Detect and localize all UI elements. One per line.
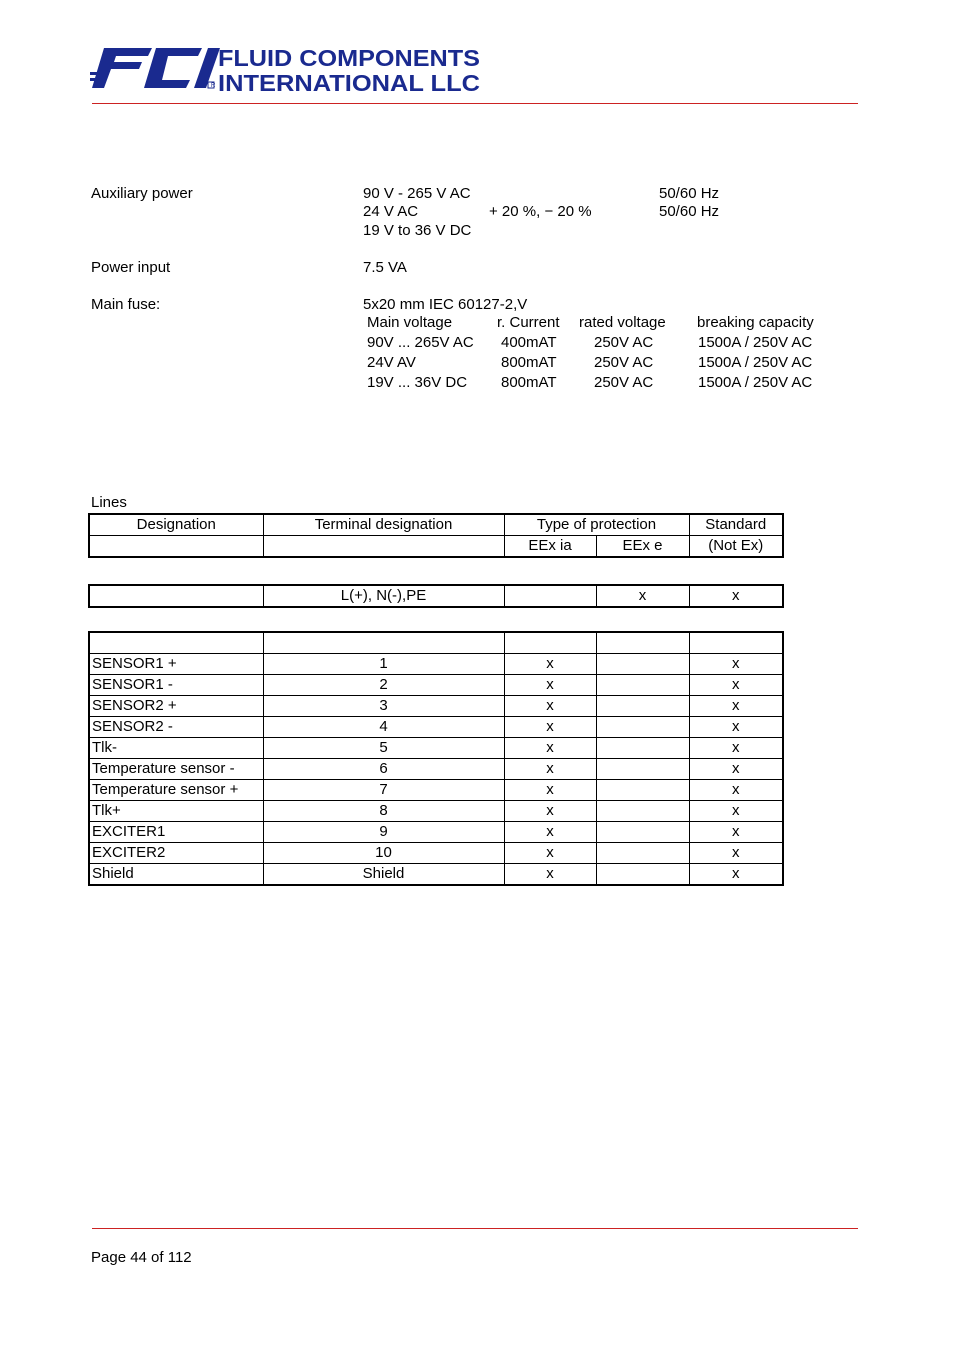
table-row [89, 780, 783, 801]
protection-cell [596, 759, 689, 780]
header-standard: Standard [689, 514, 783, 536]
header-designation: Designation [89, 514, 263, 536]
protection-cell: x [504, 759, 596, 780]
protection-cell: x [689, 717, 783, 738]
fuse-header-row [367, 313, 827, 333]
protection-cell: x [504, 654, 596, 675]
aux-power-value-3: 19 V to 36 V DC [363, 222, 472, 239]
fuse-cell: 250V AC [594, 334, 654, 351]
fuse-header-cell: breaking capacity [697, 314, 814, 331]
header-rule [92, 103, 858, 104]
terminal-cell: 3 [263, 696, 504, 717]
subheader-cell [263, 536, 504, 558]
protection-cell: x [504, 696, 596, 717]
designation-cell [89, 632, 263, 654]
table-subheader-row [89, 536, 783, 558]
power-input-value: 7.5 VA [363, 259, 407, 276]
designation-cell: Tlk- [89, 738, 263, 759]
designation-cell: SENSOR1 + [89, 654, 263, 675]
svg-text:R: R [211, 83, 216, 89]
subheader-eex-ia: EEx ia [504, 536, 596, 558]
fuse-table [367, 313, 827, 393]
protection-cell: x [504, 843, 596, 864]
main-fuse-label: Main fuse: [91, 296, 161, 313]
terminal-cell [263, 632, 504, 654]
protection-cell: x [689, 801, 783, 822]
aux-power-label: Auxiliary power [91, 185, 193, 202]
protection-cell [596, 843, 689, 864]
fuse-row [367, 333, 827, 353]
aux-power-value-2: 24 V AC [363, 203, 419, 220]
designation-cell: Temperature sensor + [89, 780, 263, 801]
table-row [89, 675, 783, 696]
protection-cell: x [689, 696, 783, 717]
designation-cell: Shield [89, 864, 263, 886]
protection-cell [596, 632, 689, 654]
terminal-cell: 4 [263, 717, 504, 738]
protection-cell: x [504, 780, 596, 801]
terminal-cell: 9 [263, 822, 504, 843]
table-cell [89, 585, 263, 607]
designation-cell: EXCITER2 [89, 843, 263, 864]
subheader-eex-e: EEx e [596, 536, 689, 558]
fci-logo [90, 44, 490, 96]
table-row [89, 864, 783, 886]
table-row [89, 717, 783, 738]
protection-cell [596, 654, 689, 675]
protection-cell: x [504, 717, 596, 738]
protection-cell: x [504, 822, 596, 843]
lines-header-table [88, 513, 784, 558]
protection-cell [596, 864, 689, 886]
main-fuse-value: 5x20 mm IEC 60127-2,V [363, 296, 528, 313]
aux-power-tolerance: + 20 %, − 20 % [489, 203, 592, 220]
table-cell: x [596, 585, 689, 607]
protection-cell: x [689, 759, 783, 780]
protection-cell: x [504, 801, 596, 822]
header-type-of-protection: Type of protection [504, 514, 689, 536]
terminal-cell: 5 [263, 738, 504, 759]
table-cell [504, 585, 596, 607]
sensor-terminal-table [88, 631, 784, 886]
aux-power-freq-2: 50/60 Hz [659, 203, 720, 220]
lines-caption: Lines [91, 494, 127, 511]
header-terminal-designation: Terminal designation [263, 514, 504, 536]
table-row [89, 843, 783, 864]
protection-cell: x [504, 864, 596, 886]
protection-cell: x [689, 675, 783, 696]
fuse-header-cell: Main voltage [367, 314, 453, 331]
terminal-cell: 1 [263, 654, 504, 675]
table-row [89, 585, 783, 607]
power-terminal-table [88, 584, 784, 608]
terminal-cell: 8 [263, 801, 504, 822]
table-row [89, 654, 783, 675]
fuse-header-cell: rated voltage [579, 314, 666, 331]
designation-cell: EXCITER1 [89, 822, 263, 843]
table-cell: L(+), N(-),PE [263, 585, 504, 607]
terminal-cell: Shield [263, 864, 504, 886]
fuse-cell: 90V ... 265V AC [367, 334, 474, 351]
protection-cell: x [689, 864, 783, 886]
fuse-cell: 19V ... 36V DC [367, 374, 468, 391]
aux-power-freq-1: 50/60 Hz [659, 185, 720, 202]
designation-cell: Temperature sensor - [89, 759, 263, 780]
protection-cell: x [504, 738, 596, 759]
footer-rule [92, 1228, 858, 1229]
fuse-cell: 400mAT [501, 334, 557, 351]
table-row [89, 822, 783, 843]
terminal-cell: 6 [263, 759, 504, 780]
protection-cell [596, 717, 689, 738]
fuse-cell: 24V AV [367, 354, 416, 371]
aux-power-value-1: 90 V - 265 V AC [363, 185, 471, 202]
table-header-row [89, 514, 783, 536]
protection-cell [689, 632, 783, 654]
protection-cell: x [689, 654, 783, 675]
designation-cell: SENSOR2 - [89, 717, 263, 738]
fuse-cell: 1500A / 250V AC [698, 374, 813, 391]
fuse-cell: 250V AC [594, 354, 654, 371]
fuse-cell: 1500A / 250V AC [698, 354, 813, 371]
protection-cell [596, 801, 689, 822]
protection-cell: x [689, 843, 783, 864]
fuse-row [367, 353, 827, 373]
table-row [89, 801, 783, 822]
fuse-row [367, 373, 827, 393]
table-row [89, 759, 783, 780]
protection-cell [596, 696, 689, 717]
fuse-cell: 250V AC [594, 374, 654, 391]
subheader-cell [89, 536, 263, 558]
subheader-not-ex: (Not Ex) [689, 536, 783, 558]
designation-cell: Tlk+ [89, 801, 263, 822]
designation-cell: SENSOR2 + [89, 696, 263, 717]
fuse-cell: 1500A / 250V AC [698, 334, 813, 351]
protection-cell [596, 780, 689, 801]
page-number: Page 44 of 112 [91, 1249, 192, 1266]
table-row [89, 632, 783, 654]
fuse-cell: 800mAT [501, 354, 557, 371]
protection-cell: x [689, 738, 783, 759]
power-input-label: Power input [91, 259, 171, 276]
terminal-cell: 7 [263, 780, 504, 801]
protection-cell [504, 632, 596, 654]
protection-cell [596, 822, 689, 843]
table-cell: x [689, 585, 783, 607]
designation-cell: SENSOR1 - [89, 675, 263, 696]
fuse-header-cell: r. Current [497, 314, 560, 331]
protection-cell: x [504, 675, 596, 696]
fuse-cell: 800mAT [501, 374, 557, 391]
terminal-cell: 2 [263, 675, 504, 696]
protection-cell: x [689, 780, 783, 801]
terminal-cell: 10 [263, 843, 504, 864]
fci-mark-icon [90, 48, 220, 89]
logo-text-line2: INTERNATIONAL LLC [218, 70, 480, 96]
table-row [89, 696, 783, 717]
protection-cell [596, 675, 689, 696]
protection-cell [596, 738, 689, 759]
logo-text-line1: FLUID COMPONENTS [218, 45, 480, 71]
protection-cell: x [689, 822, 783, 843]
table-row [89, 738, 783, 759]
